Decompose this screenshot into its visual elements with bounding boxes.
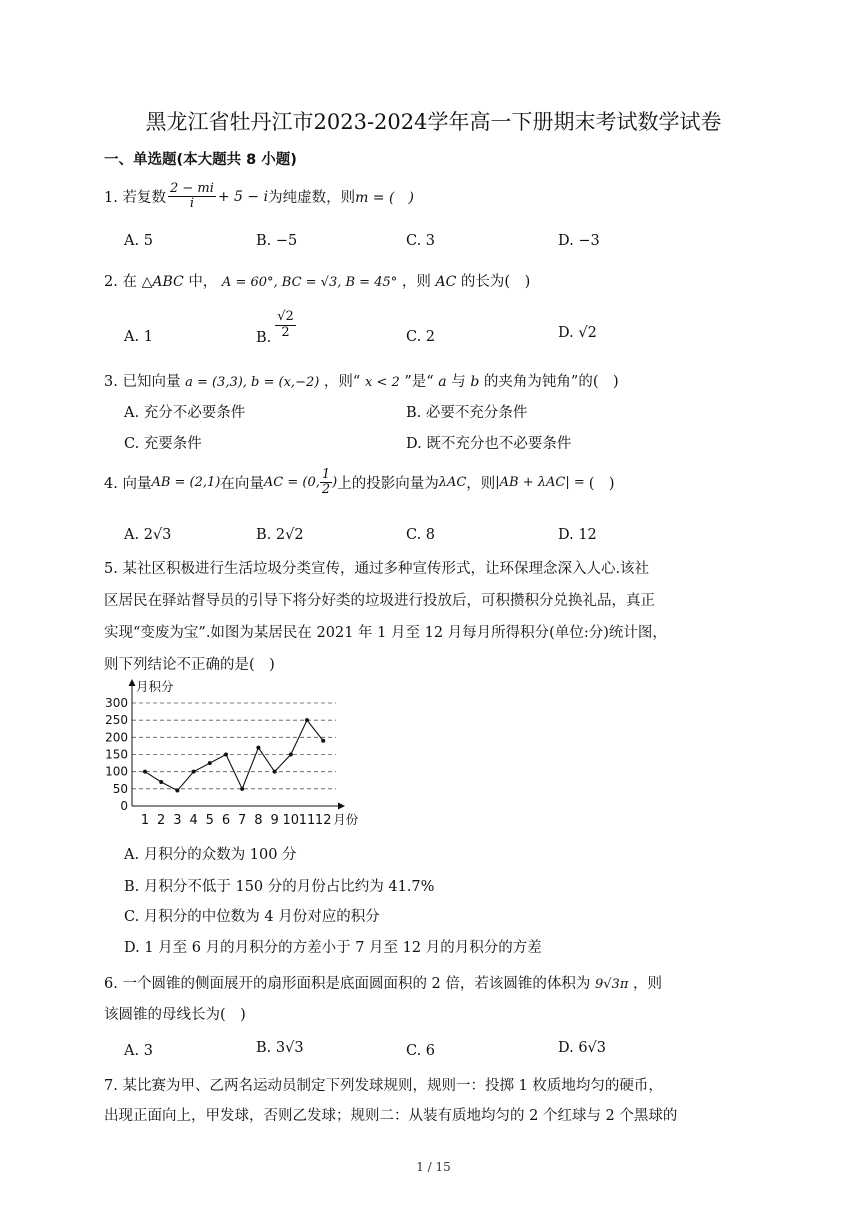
q2-condition: A = 60°, BC = √3, B = 45° <box>221 275 398 290</box>
x-tick-label: 7 <box>238 813 247 828</box>
q5-line-1: 5. 某社区积极进行生活垃圾分类宣传，通过多种宣传形式，让环保理念深入人心.该社 <box>104 561 650 577</box>
x-tick-label: 5 <box>205 813 214 828</box>
q2-ac: AC <box>435 274 457 290</box>
q4-prefix: 4. 向量 <box>104 476 152 493</box>
q2-option-b <box>256 304 296 346</box>
data-point <box>143 770 147 774</box>
q5-line-4: 则下列结论不正确的是( ) <box>104 657 275 673</box>
q3-option-b: B. 必要不充分条件 <box>406 405 528 421</box>
q2-option-d: D. √2 <box>558 325 597 341</box>
q2-prefix: 2. 在 <box>104 274 137 290</box>
x-tick-label: 11 <box>298 813 316 828</box>
data-point <box>159 780 163 784</box>
y-tick-label: 50 <box>112 781 128 796</box>
q7-line-1: 7. 某比赛为甲、乙两名运动员制定下列发球规则，规则一：投掷 1 枚质地均匀的硬币， <box>104 1078 663 1094</box>
x-tick-label: 2 <box>157 813 166 828</box>
data-point <box>175 789 179 793</box>
q3-prefix: 3. 已知向量 <box>104 374 181 390</box>
q4-ac-pre: AC = (0, <box>263 475 320 491</box>
q6-option-c: C. 6 <box>406 1043 436 1059</box>
q2-option-a: A. 1 <box>124 329 153 345</box>
q1-frac-den: i <box>189 196 194 212</box>
y-tick-label: 0 <box>120 799 128 813</box>
q3-and: 与 <box>451 374 466 390</box>
q3-vectors: a = (3,3), b = (x,−2) <box>185 375 320 390</box>
q1-prefix: 1. 若复数 <box>104 190 166 207</box>
y-axis-label: 月积分 <box>136 679 174 694</box>
q1-suffix: 为纯虚数，则 <box>268 190 356 207</box>
q2-triangle: △ABC <box>141 274 184 290</box>
q1-option-d: D. −3 <box>558 233 600 249</box>
q1-option-a: A. 5 <box>124 233 153 249</box>
x-axis-label: 月份 <box>333 812 359 827</box>
x-tick-label: 3 <box>173 813 182 828</box>
page-number: 1 / 15 <box>416 1160 451 1174</box>
q4-ac-num: 1 <box>321 467 331 482</box>
data-point <box>192 770 196 774</box>
data-point <box>240 787 244 791</box>
q6-text: 6. 一个圆锥的侧面展开的扇形面积是底面圆面积的 2 倍，若该圆锥的体积为 <box>104 976 591 992</box>
q2-option-b-frac <box>275 310 296 340</box>
q6-line-2: 该圆锥的母线长为( ) <box>104 1007 246 1023</box>
q2-suffix: ，则 <box>401 274 431 290</box>
q4-option-c: C. 8 <box>406 527 436 543</box>
q4-end: ( ) <box>588 476 615 493</box>
q3-option-a: A. 充分不必要条件 <box>124 405 246 421</box>
x-tick-label: 4 <box>189 813 198 828</box>
q5-option-b: B. 月积分不低于 150 分的月份占比约为 41.7% <box>124 879 435 895</box>
x-tick-label: 8 <box>254 813 263 828</box>
q4-ac-frac <box>320 468 332 498</box>
y-tick-label: 250 <box>105 713 128 728</box>
q3-vec-b: b <box>470 374 480 390</box>
q4-mid3: ，则 <box>466 476 496 493</box>
q4-lambda-ac: λAC <box>438 475 467 491</box>
data-point <box>256 746 260 750</box>
question-1 <box>104 182 414 212</box>
y-tick-label: 300 <box>105 696 128 710</box>
question-4 <box>104 468 615 498</box>
q3-suffix: ，则“ <box>323 374 361 390</box>
q5-option-d: D. 1 月至 6 月的月积分的方差小于 7 月至 12 月的月积分的方差 <box>124 940 542 956</box>
q6-option-d: D. 6√3 <box>558 1040 607 1056</box>
q4-ac-den: 2 <box>321 482 331 498</box>
q4-option-d: D. 12 <box>558 527 597 543</box>
q7-line-2: 出现正面向上，甲发球，否则乙发球；规则二：从装有质地均匀的 2 个红球与 2 个黑球的 <box>104 1108 678 1124</box>
q2-end: 的长为( ) <box>460 274 531 290</box>
y-axis-arrow <box>129 679 136 686</box>
q6-volume: 9√3π <box>595 977 629 992</box>
data-point <box>305 718 309 722</box>
q4-mid2: 上的投影向量为 <box>337 476 439 493</box>
q3-condition: x < 2 <box>364 375 400 390</box>
q3-option-c: C. 充要条件 <box>124 436 202 452</box>
q3-option-d: D. 既不充分也不必要条件 <box>406 436 572 452</box>
x-tick-label: 12 <box>314 813 332 828</box>
page-title: 黑龙江省牡丹江市2023-2024学年高一下册期末考试数学试卷 <box>145 110 722 134</box>
data-point <box>208 761 212 765</box>
x-tick-label: 1 <box>140 813 150 828</box>
q5-option-a: A. 月积分的众数为 100 分 <box>124 847 297 863</box>
q1-after-frac: + 5 − i <box>217 188 269 205</box>
q6-line1-end: ，则 <box>632 976 662 992</box>
series-line <box>145 720 323 790</box>
question-3 <box>104 370 619 391</box>
q1-fraction <box>168 182 216 212</box>
x-axis-arrow <box>338 803 345 810</box>
q5-option-c: C. 月积分的中位数为 4 月份对应的积分 <box>124 909 380 925</box>
q2-mid: 中， <box>188 274 218 290</box>
q4-ab: AB = (2,1) <box>151 475 221 491</box>
monthly-points-chart <box>96 676 386 831</box>
q2-b-num: √2 <box>277 309 294 325</box>
q1-option-c: C. 3 <box>406 233 436 249</box>
q4-option-b: B. 2√2 <box>256 527 304 543</box>
q3-mid: ”是“ <box>404 374 434 390</box>
data-point <box>273 770 277 774</box>
question-2 <box>104 270 530 291</box>
x-tick-label: 6 <box>221 813 231 828</box>
q4-abs: |AB + λAC| = <box>495 475 585 491</box>
q5-line-2: 区居民在驿站督导员的引导下将分好类的垃圾进行投放后，可积攒积分兑换礼品，真正 <box>104 593 655 609</box>
q6-option-a: A. 3 <box>124 1043 153 1059</box>
q2-option-b-label: B. <box>256 330 272 346</box>
x-tick-label: 9 <box>270 813 279 828</box>
q1-frac-num: 2 − mi <box>169 181 214 196</box>
q4-mid1: 在向量 <box>220 476 264 493</box>
section-heading: 一、单选题(本大题共 8 小题) <box>104 152 297 168</box>
q6-line-1 <box>104 972 662 993</box>
data-point <box>289 753 293 757</box>
y-tick-label: 200 <box>105 730 128 745</box>
data-point <box>321 739 325 743</box>
y-tick-label: 100 <box>105 764 128 779</box>
q4-option-a: A. 2√3 <box>124 527 172 543</box>
q1-var: m = ( ) <box>355 189 414 206</box>
q6-option-b: B. 3√3 <box>256 1040 304 1056</box>
q2-option-c: C. 2 <box>406 329 436 345</box>
x-tick-label: 10 <box>282 813 300 828</box>
q2-b-den: 2 <box>281 324 290 340</box>
data-point <box>224 753 228 757</box>
q5-line-3: 实现“变废为宝”.如图为某居民在 2021 年 1 月至 12 月每月所得积分(单位:分)统计图， <box>104 625 667 641</box>
q3-end: 的夹角为钝角”的( ) <box>483 374 619 390</box>
q3-vec-a: a <box>438 374 447 390</box>
q1-option-b: B. −5 <box>256 233 298 249</box>
y-tick-label: 150 <box>105 747 128 762</box>
q4-ac-post: ) <box>332 475 338 491</box>
